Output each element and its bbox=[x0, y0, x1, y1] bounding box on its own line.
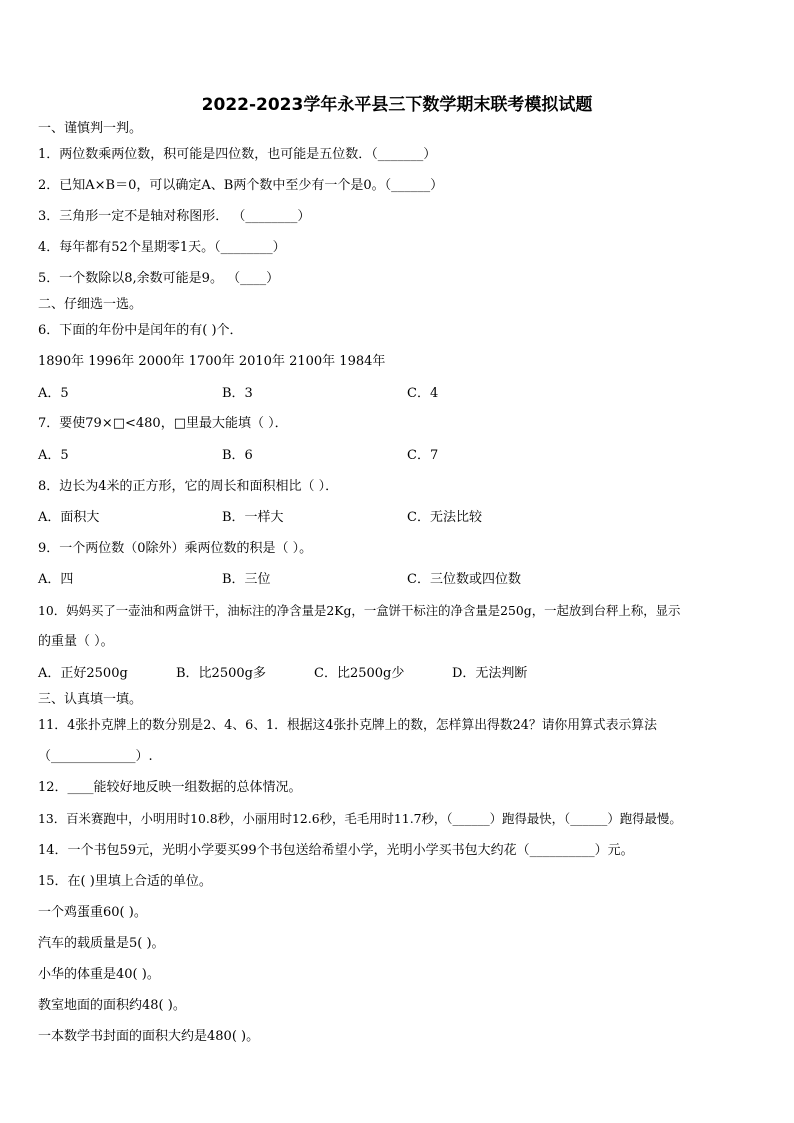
question-5: 5．一个数除以8,余数可能是9。 （____） bbox=[38, 271, 280, 286]
question-7: 7．要使79×□<480，□里最大能填（ ）． bbox=[38, 416, 288, 431]
question-11-line-1: 11．4张扑克牌上的数分别是2、4、6、1．根据这4张扑克牌上的数，怎样算出得数24？请你用算式表示算法 bbox=[38, 718, 657, 733]
question-15: 15．在( )里填上合适的单位。 bbox=[38, 874, 212, 889]
question-8: 8．边长为4米的正方形，它的周长和面积相比（ ）． bbox=[38, 479, 339, 494]
q10-option-b: B．比2500g多 bbox=[176, 666, 266, 681]
question-11-line-2: （_____________）. bbox=[38, 749, 153, 764]
question-14: 14．一个书包59元，光明小学要买99个书包送给希望小学，光明小学买书包大约花（__________）元。 bbox=[38, 843, 634, 858]
q9-option-b: B．三位 bbox=[222, 572, 271, 587]
question-6-years: 1890年 1996年 2000年 1700年 2010年 2100年 1984年 bbox=[38, 354, 386, 369]
q15-item: 汽车的载质量是5( )。 bbox=[38, 936, 165, 951]
section-1-heading: 一、谨慎判一判。 bbox=[38, 121, 143, 136]
question-1: 1．两位数乘两位数，积可能是四位数，也可能是五位数．（_______） bbox=[38, 147, 437, 162]
q6-option-b: B．3 bbox=[222, 386, 253, 401]
question-4: 4．每年都有52个星期零1天。（________） bbox=[38, 240, 286, 255]
q10-option-c: C．比2500g少 bbox=[314, 666, 405, 681]
q9-option-c: C．三位数或四位数 bbox=[407, 572, 521, 587]
page-title: 2022-2023学年永平县三下数学期末联考模拟试题 bbox=[201, 95, 593, 115]
section-2-heading: 二、仔细选一选。 bbox=[38, 297, 143, 312]
question-10-line-2: 的重量（ ）。 bbox=[38, 634, 114, 649]
q15-item: 一个鸡蛋重60( )。 bbox=[38, 905, 147, 920]
q9-option-a: A．四 bbox=[38, 572, 74, 587]
section-3-heading: 三、认真填一填。 bbox=[38, 692, 143, 707]
q7-option-c: C．7 bbox=[407, 448, 439, 463]
q8-option-a: A．面积大 bbox=[38, 510, 100, 525]
q15-item: 一本数学书封面的面积大约是480( )。 bbox=[38, 1029, 260, 1044]
q10-option-a: A．正好2500g bbox=[38, 666, 128, 681]
question-12: 12．____能较好地反映一组数据的总体情况。 bbox=[38, 780, 302, 795]
q8-option-c: C．无法比较 bbox=[407, 510, 482, 525]
question-3: 3．三角形一定不是轴对称图形． （________） bbox=[38, 209, 311, 224]
question-13: 13．百米赛跑中，小明用时10.8秒，小丽用时12.6秒，毛毛用时11.7秒，（______）跑得最快，（______）跑得最慢。 bbox=[38, 811, 682, 826]
q6-option-c: C．4 bbox=[407, 386, 439, 401]
q7-option-b: B．6 bbox=[222, 448, 253, 463]
q8-option-b: B．一样大 bbox=[222, 510, 284, 525]
q10-option-d: D．无法判断 bbox=[452, 666, 528, 681]
question-2: 2．已知A×B＝0，可以确定A、B两个数中至少有一个是0。（______） bbox=[38, 178, 444, 193]
question-6: 6．下面的年份中是闰年的有( )个． bbox=[38, 323, 243, 338]
q7-option-a: A．5 bbox=[38, 448, 69, 463]
q6-option-a: A．5 bbox=[38, 386, 69, 401]
q15-item: 小华的体重是40( )。 bbox=[38, 967, 160, 982]
question-10-line-1: 10．妈妈买了一壶油和两盒饼干，油标注的净含量是2Kg，一盒饼干标注的净含量是250g，一起放到台秤上称，显示 bbox=[38, 603, 681, 618]
question-9: 9．一个两位数（0除外）乘两位数的积是（ ）。 bbox=[38, 541, 313, 556]
q15-item: 教室地面的面积约48( )。 bbox=[38, 998, 186, 1013]
